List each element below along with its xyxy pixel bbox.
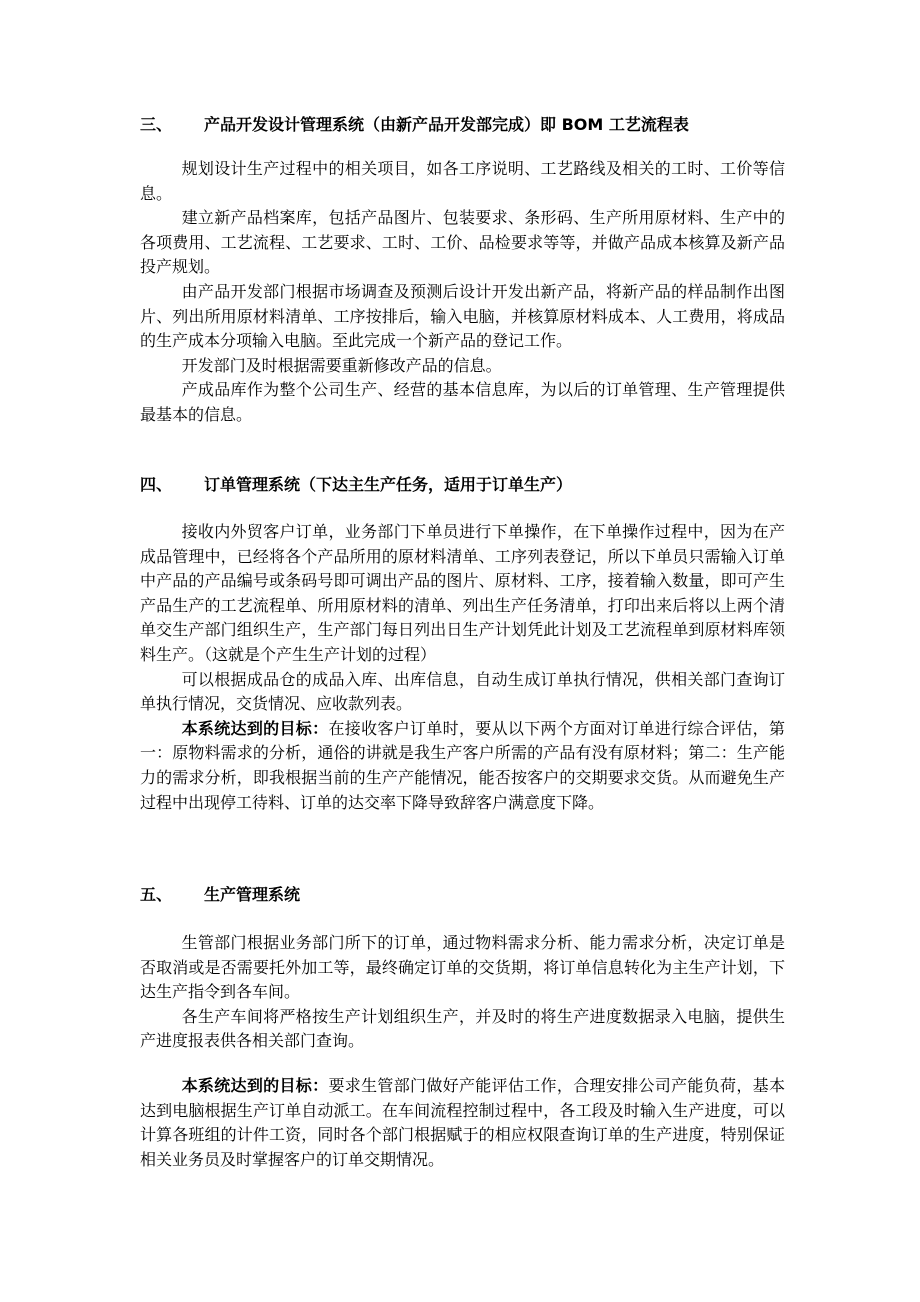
goal-paragraph [140, 1074, 785, 1172]
section-5 [140, 882, 785, 908]
goal-label: 本系统达到的目标： [181, 718, 329, 738]
paragraph: 建立新产品档案库，包括产品图片、包装要求、条形码、生产所用原材料、生产中的各项费用、工艺流程、工艺要求、工时、工价、品检要求等等，并做产品成本核算及新产品投产规划。 [140, 208, 785, 277]
paragraph: 产成品库作为整个公司生产、经营的基本信息库，为以后的订单管理、生产管理提供最基本的信息。 [140, 380, 785, 424]
section-4 [140, 472, 785, 498]
section-5-goal [140, 1074, 785, 1172]
section-5-body [140, 931, 785, 1054]
section-number: 五、 [140, 885, 173, 904]
paragraph: 各生产车间将严格按生产计划组织生产，并及时的将生产进度数据录入电脑，提供生产进度报表供各相关部门查询。 [140, 1006, 785, 1051]
section-heading [140, 112, 785, 138]
section-number: 四、 [140, 475, 173, 494]
paragraph: 可以根据成品仓的成品入库、出库信息，自动生成订单执行情况，供相关部门查询订单执行情况，交货情况、应收款列表。 [140, 669, 785, 714]
goal-paragraph [140, 717, 785, 815]
section-3-body [140, 157, 785, 428]
section-title: 生产管理系统 [204, 885, 301, 904]
goal-label: 本系统达到的目标： [181, 1076, 329, 1095]
section-heading [140, 472, 785, 498]
section-3 [140, 112, 785, 138]
paragraph: 开发部门及时根据需要重新修改产品的信息。 [181, 355, 502, 375]
goal-text: 要求生管部门做好产能评估工作，合理安排公司产能负荷，基本达到电脑根据生产订单自动派工。在车间流程控制过程中，各工段及时输入生产进度，可以计算各班组的计件工资，同时各个部门根据赋于的相应权限查询订单的生产进度，特别保证相关业务员及时掌握客户的订单交期情况。 [140, 1076, 785, 1169]
paragraph: 规划设计生产过程中的相关项目，如各工序说明、工艺路线及相关的工时、工价等信息。 [140, 159, 785, 203]
section-4-body [140, 520, 785, 815]
section-title: 产品开发设计管理系统（由新产品开发部完成）即 BOM 工艺流程表 [204, 115, 689, 134]
section-title: 订单管理系统（下达主生产任务，适用于订单生产） [204, 475, 573, 494]
section-number: 三、 [140, 115, 173, 134]
goal-text: 在接收客户订单时，要从以下两个方面对订单进行综合评估，第一：原物料需求的分析，通俗的讲就是我生产客户所需的产品有没有原材料；第二：生产能力的需求分析，即我根据当前的生产产能情况，能否按客户的交期要求交货。从而避免生产过程中出现停工待料、订单的达交率下降导致辞客户满意度下降。 [140, 718, 785, 812]
paragraph: 生管部门根据业务部门所下的订单，通过物料需求分析、能力需求分析，决定订单是否取消或是否需要托外加工等，最终确定订单的交货期，将订单信息转化为主生产计划，下达生产指令到各车间。 [140, 933, 785, 1002]
paragraph: 由产品开发部门根据市场调查及预测后设计开发出新产品，将新产品的样品制作出图片、列出所用原材料清单、工序按排后，输入电脑，并核算原材料成本、人工费用，将成品的生产成本分项输入电脑。至此完成一个新产品的登记工作。 [140, 281, 785, 351]
paragraph: 接收内外贸客户订单，业务部门下单员进行下单操作，在下单操作过程中，因为在产成品管理中，已经将各个产品所用的原材料清单、工序列表登记，所以下单员只需输入订单中产品的产品编号或条码号即可调出产品的图片、原材料、工序，接着输入数量，即可产生产品生产的工艺流程单、所用原材料的清单、列出生产任务清单，打印出来后将以上两个清单交生产部门组织生产，生产部门每日列出日生产计划凭此计划及工艺流程单到原材料库领料生产。（这就是个产生生产计划的过程） [140, 522, 785, 664]
section-heading [140, 882, 785, 908]
